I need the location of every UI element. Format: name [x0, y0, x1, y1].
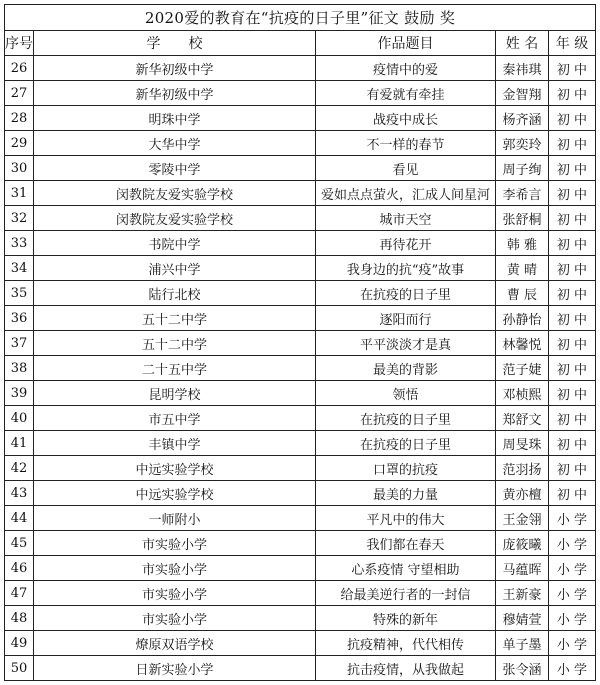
- cell-title: 给最美逆行者的一封信: [316, 581, 496, 606]
- cell-name: 秦祎琪: [496, 56, 549, 81]
- table-row: [5, 581, 596, 606]
- cell-grade: 初 中: [549, 106, 596, 131]
- cell-grade: 初 中: [549, 381, 596, 406]
- table-row: [5, 556, 596, 581]
- cell-title: 爱如点点萤火，汇成人间星河: [316, 181, 496, 206]
- cell-no: 30: [5, 156, 34, 181]
- cell-school: 五十二中学: [34, 306, 316, 331]
- cell-school: 日新实验小学: [34, 656, 316, 681]
- cell-school: 市实验小学: [34, 581, 316, 606]
- table-row: [5, 256, 596, 281]
- cell-title: 平凡中的伟大: [316, 506, 496, 531]
- cell-name: 杨齐涵: [496, 106, 549, 131]
- cell-no: 32: [5, 206, 34, 231]
- table-row: [5, 56, 596, 81]
- cell-grade: 小 学: [549, 606, 596, 631]
- cell-name: 周旻珠: [496, 431, 549, 456]
- cell-school: 零陵中学: [34, 156, 316, 181]
- cell-grade: 小 学: [549, 581, 596, 606]
- cell-name: 黄亦檀: [496, 481, 549, 506]
- cell-no: 35: [5, 281, 34, 306]
- cell-name: 林馨悦: [496, 331, 549, 356]
- table-row: [5, 281, 596, 306]
- cell-title: 最美的力量: [316, 481, 496, 506]
- header-school: 学 校: [34, 31, 316, 56]
- cell-school: 丰镇中学: [34, 431, 316, 456]
- cell-title: 在抗疫的日子里: [316, 406, 496, 431]
- cell-no: 50: [5, 656, 34, 681]
- cell-name: 周子绚: [496, 156, 549, 181]
- table-row: [5, 431, 596, 456]
- table-row: [5, 81, 596, 106]
- cell-name: 范羽扬: [496, 456, 549, 481]
- cell-no: 37: [5, 331, 34, 356]
- header-title: 作品题目: [316, 31, 496, 56]
- cell-title: 心系疫情 守望相助: [316, 556, 496, 581]
- cell-grade: 初 中: [549, 431, 596, 456]
- cell-school: 五十二中学: [34, 331, 316, 356]
- cell-no: 39: [5, 381, 34, 406]
- cell-name: 孙静怡: [496, 306, 549, 331]
- cell-name: 马蕴晖: [496, 556, 549, 581]
- table-row: [5, 406, 596, 431]
- award-list-sheet: [4, 4, 595, 681]
- cell-title: 抗疫精神，代代相传: [316, 631, 496, 656]
- cell-grade: 初 中: [549, 81, 596, 106]
- cell-name: 曹 辰: [496, 281, 549, 306]
- cell-school: 中远实验学校: [34, 456, 316, 481]
- cell-grade: 小 学: [549, 631, 596, 656]
- cell-title: 战疫中成长: [316, 106, 496, 131]
- table-row: [5, 306, 596, 331]
- header-row: [5, 31, 596, 56]
- table-row: [5, 156, 596, 181]
- cell-no: 47: [5, 581, 34, 606]
- cell-grade: 初 中: [549, 256, 596, 281]
- cell-no: 48: [5, 606, 34, 631]
- cell-no: 40: [5, 406, 34, 431]
- cell-name: 张令涵: [496, 656, 549, 681]
- cell-title: 有爱就有牵挂: [316, 81, 496, 106]
- header-no: 序号: [5, 31, 34, 56]
- cell-name: 王新豪: [496, 581, 549, 606]
- table-title: 2020爱的教育在“抗疫的日子里”征文 鼓励 奖: [5, 5, 596, 31]
- cell-school: 书院中学: [34, 231, 316, 256]
- cell-grade: 初 中: [549, 456, 596, 481]
- table-row: [5, 181, 596, 206]
- cell-title: 我们都在春天: [316, 531, 496, 556]
- cell-school: 新华初级中学: [34, 81, 316, 106]
- cell-name: 庞筱曦: [496, 531, 549, 556]
- cell-name: 邓桢熙: [496, 381, 549, 406]
- cell-no: 26: [5, 56, 34, 81]
- cell-no: 28: [5, 106, 34, 131]
- cell-school: 市实验小学: [34, 556, 316, 581]
- award-table: [4, 4, 596, 681]
- cell-school: 中远实验学校: [34, 481, 316, 506]
- cell-title: 城市天空: [316, 206, 496, 231]
- cell-school: 市五中学: [34, 406, 316, 431]
- cell-school: 市实验小学: [34, 606, 316, 631]
- cell-grade: 小 学: [549, 656, 596, 681]
- header-grade: 年 级: [549, 31, 596, 56]
- cell-grade: 小 学: [549, 531, 596, 556]
- table-row: [5, 606, 596, 631]
- cell-school: 明珠中学: [34, 106, 316, 131]
- cell-school: 昆明学校: [34, 381, 316, 406]
- cell-title: 领悟: [316, 381, 496, 406]
- cell-name: 穆婧萱: [496, 606, 549, 631]
- cell-name: 单子墨: [496, 631, 549, 656]
- table-row: [5, 331, 596, 356]
- cell-grade: 初 中: [549, 131, 596, 156]
- cell-name: 郑舒文: [496, 406, 549, 431]
- table-row: [5, 631, 596, 656]
- cell-no: 31: [5, 181, 34, 206]
- cell-title: 不一样的春节: [316, 131, 496, 156]
- cell-grade: 初 中: [549, 281, 596, 306]
- cell-grade: 初 中: [549, 306, 596, 331]
- table-row: [5, 381, 596, 406]
- cell-name: 金智翔: [496, 81, 549, 106]
- cell-name: 郭奕玲: [496, 131, 549, 156]
- cell-school: 燎原双语学校: [34, 631, 316, 656]
- table-row: [5, 531, 596, 556]
- cell-grade: 初 中: [549, 406, 596, 431]
- cell-grade: 小 学: [549, 506, 596, 531]
- table-row: [5, 356, 596, 381]
- cell-name: 王金翎: [496, 506, 549, 531]
- cell-no: 42: [5, 456, 34, 481]
- cell-title: 在抗疫的日子里: [316, 431, 496, 456]
- cell-grade: 初 中: [549, 156, 596, 181]
- cell-name: 张舒桐: [496, 206, 549, 231]
- cell-grade: 初 中: [549, 331, 596, 356]
- title-row: [5, 5, 596, 31]
- cell-title: 在抗疫的日子里: [316, 281, 496, 306]
- cell-title: 特殊的新年: [316, 606, 496, 631]
- cell-grade: 初 中: [549, 356, 596, 381]
- cell-no: 36: [5, 306, 34, 331]
- cell-grade: 初 中: [549, 481, 596, 506]
- cell-name: 范子婕: [496, 356, 549, 381]
- table-body: [5, 56, 596, 681]
- cell-school: 二十五中学: [34, 356, 316, 381]
- cell-school: 市实验小学: [34, 531, 316, 556]
- cell-title: 最美的背影: [316, 356, 496, 381]
- cell-grade: 初 中: [549, 56, 596, 81]
- cell-grade: 小 学: [549, 556, 596, 581]
- cell-no: 29: [5, 131, 34, 156]
- cell-no: 38: [5, 356, 34, 381]
- cell-school: 陆行北校: [34, 281, 316, 306]
- table-row: [5, 206, 596, 231]
- cell-school: 闵教院友爱实验学校: [34, 206, 316, 231]
- cell-name: 李希言: [496, 181, 549, 206]
- cell-no: 49: [5, 631, 34, 656]
- cell-title: 疫情中的爱: [316, 56, 496, 81]
- cell-grade: 初 中: [549, 181, 596, 206]
- cell-no: 41: [5, 431, 34, 456]
- cell-no: 43: [5, 481, 34, 506]
- cell-title: 抗击疫情，从我做起: [316, 656, 496, 681]
- table-row: [5, 656, 596, 681]
- table-row: [5, 231, 596, 256]
- header-name: 姓 名: [496, 31, 549, 56]
- cell-title: 我身边的抗“疫”故事: [316, 256, 496, 281]
- cell-school: 大华中学: [34, 131, 316, 156]
- cell-no: 44: [5, 506, 34, 531]
- cell-title: 看见: [316, 156, 496, 181]
- cell-no: 27: [5, 81, 34, 106]
- cell-school: 一师附小: [34, 506, 316, 531]
- cell-no: 45: [5, 531, 34, 556]
- cell-name: 黄 晴: [496, 256, 549, 281]
- table-row: [5, 131, 596, 156]
- table-row: [5, 481, 596, 506]
- cell-no: 46: [5, 556, 34, 581]
- cell-title: 口罩的抗疫: [316, 456, 496, 481]
- table-row: [5, 456, 596, 481]
- cell-no: 33: [5, 231, 34, 256]
- cell-title: 逐阳而行: [316, 306, 496, 331]
- cell-school: 闵教院友爱实验学校: [34, 181, 316, 206]
- cell-school: 浦兴中学: [34, 256, 316, 281]
- cell-grade: 初 中: [549, 206, 596, 231]
- cell-name: 韩 雅: [496, 231, 549, 256]
- cell-title: 再待花开: [316, 231, 496, 256]
- table-row: [5, 506, 596, 531]
- cell-school: 新华初级中学: [34, 56, 316, 81]
- table-row: [5, 106, 596, 131]
- cell-grade: 初 中: [549, 231, 596, 256]
- cell-no: 34: [5, 256, 34, 281]
- cell-title: 平平淡淡才是真: [316, 331, 496, 356]
